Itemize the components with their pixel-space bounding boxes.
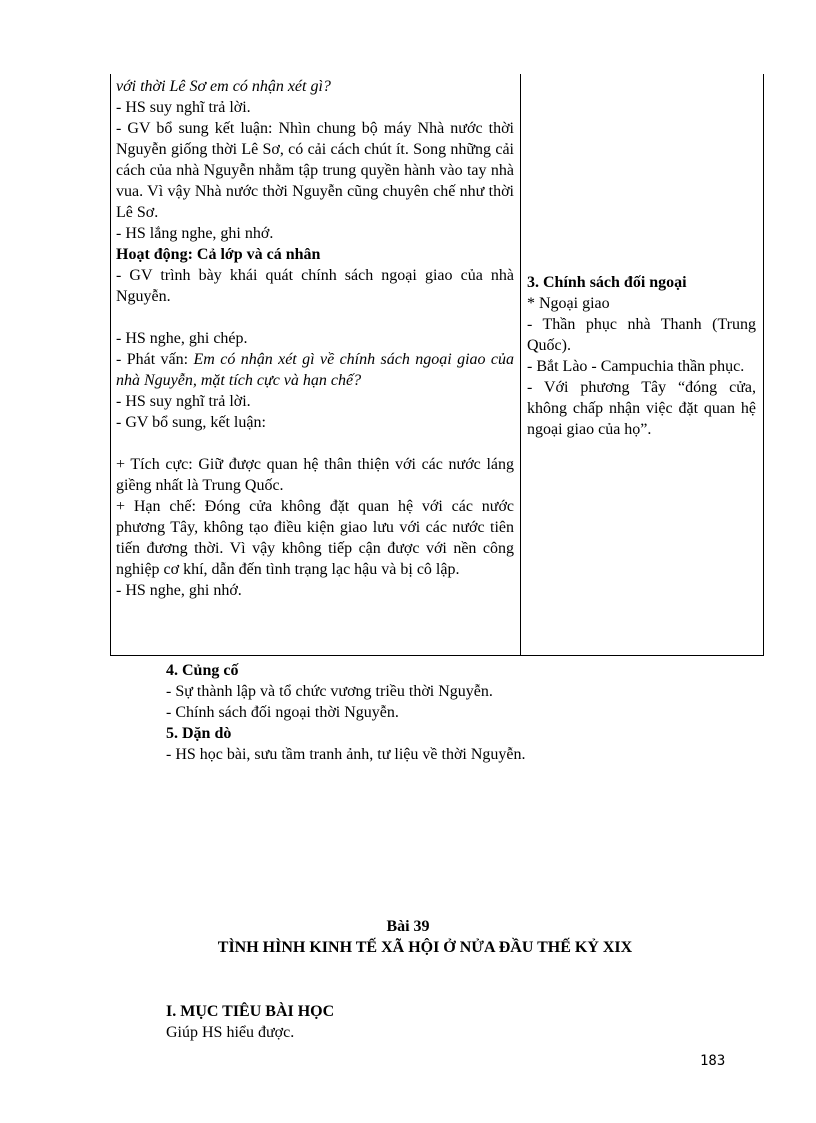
section-heading: 3. Chính sách đối ngoại — [527, 274, 687, 291]
lesson-number: Bài 39 — [386, 918, 430, 935]
knowledge-line: - Bắt Lào - Campuchia thần phục. — [527, 358, 745, 375]
question-text: Em có nhận xét gì về chính sách ngoại giao của nhà Nguyễn, mặt tích cực và hạn chế? — [116, 351, 514, 389]
activity-line — [116, 349, 514, 391]
consolidation-item: - Sự thành lập và tổ chức vương triều thời Nguyễn. — [166, 683, 493, 700]
objectives-heading: I. MỤC TIÊU BÀI HỌC — [166, 1003, 335, 1020]
activity-line: - GV trình bày khái quát chính sách ngoại giao của nhà Nguyễn. — [116, 267, 514, 305]
activity-line: - HS lắng nghe, ghi nhớ. — [116, 225, 274, 242]
homework-heading: 5. Dặn dò — [166, 725, 232, 742]
activity-line: - HS nghe, ghi chép. — [116, 330, 248, 347]
activity-line: - GV bổ sung kết luận: Nhìn chung bộ máy Nhà nước thời Nguyễn giống thời Lê Sơ, có cải cách chút ít. Song những cải cách của nhà Nguyễn nhằm tập trung quyền hành vào tay nhà vua. Vì vậy Nhà nước thời Nguyễn cũng chuyên chế như thời Lê Sơ. — [116, 120, 514, 221]
activity-line: - HS suy nghĩ trả lời. — [116, 99, 251, 116]
spacer — [116, 307, 514, 328]
page-number: 183 — [700, 1053, 726, 1069]
activity-line: + Hạn chế: Đóng cửa không đặt quan hệ với các nước phương Tây, không tạo điều kiện giao lưu với các nước tiên tiến đương thời. Vì vậy không tiếp cận được với nền công nghiệp cơ khí, dẫn đến tình trạng lạc hậu và bị cô lập. — [116, 498, 514, 578]
question-prefix: - Phát vấn: — [116, 351, 194, 368]
lesson-title: TÌNH HÌNH KINH TẾ XÃ HỘI Ở NỬA ĐẦU THẾ KỶ XIX — [217, 939, 633, 956]
activity-line: - HS suy nghĩ trả lời. — [116, 393, 251, 410]
lesson-table — [110, 74, 764, 656]
activity-line: - GV bổ sung, kết luận: — [116, 414, 266, 431]
knowledge-line: - Với phương Tây “đóng cửa, không chấp nhận việc đặt quan hệ ngoại giao của họ”. — [527, 379, 756, 438]
column-divider — [520, 74, 521, 655]
knowledge-line: * Ngoại giao — [527, 295, 610, 312]
question-line: với thời Lê Sơ em có nhận xét gì? — [116, 78, 331, 95]
consolidation-heading: 4. Củng cố — [166, 662, 239, 679]
activity-line: - HS nghe, ghi nhớ. — [116, 582, 242, 599]
objectives-section — [166, 1001, 726, 1043]
activity-heading: Hoạt động: Cả lớp và cá nhân — [116, 246, 321, 263]
closing-sections — [166, 660, 726, 765]
knowledge-column — [527, 272, 756, 440]
activity-line: + Tích cực: Giữ được quan hệ thân thiện với các nước láng giềng nhất là Trung Quốc. — [116, 456, 514, 494]
spacer — [116, 433, 514, 454]
homework-item: - HS học bài, sưu tầm tranh ảnh, tư liệu về thời Nguyễn. — [166, 746, 526, 763]
teacher-student-activities-column — [116, 76, 514, 601]
consolidation-item: - Chính sách đối ngoại thời Nguyễn. — [166, 704, 399, 721]
knowledge-line: - Thần phục nhà Thanh (Trung Quốc). — [527, 316, 756, 354]
objectives-intro: Giúp HS hiểu được. — [166, 1024, 295, 1041]
